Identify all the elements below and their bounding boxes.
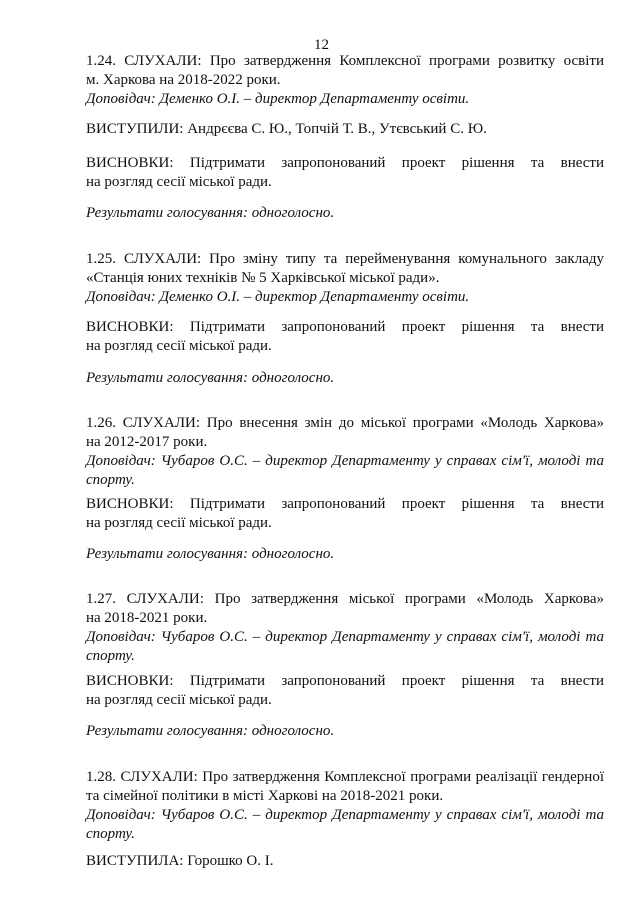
vote-result — [86, 722, 604, 741]
speaker-line: Доповідач: Деменко О.І. – директор Департаменту освіти. — [86, 289, 470, 305]
speaker-line: спорту. — [86, 648, 135, 664]
heard-line: на 2012-2017 роки. — [86, 434, 208, 450]
conclusion-line: на розгляд сесії міської ради. — [86, 515, 272, 531]
heard-line: та сімейної політики в місті Харкові на 2018-2021 роки. — [86, 788, 444, 804]
speaker-line: спорту. — [86, 826, 135, 842]
spoke-line: ВИСТУПИЛИ: Андрєєва С. Ю., Топчій Т. В., Утєвський С. Ю. — [86, 121, 487, 137]
speaker-line: Доповідач: Чубаров О.С. – директор Департаменту у справах сім'ї, молоді та — [86, 453, 604, 469]
spoke-line: ВИСТУПИЛА: Горошко О. І. — [86, 853, 274, 869]
speaker-line: Доповідач: Деменко О.І. – директор Департаменту освіти. — [86, 91, 470, 107]
heard-line: 1.25. СЛУХАЛИ: Про зміну типу та перейменування комунального закладу — [86, 251, 604, 267]
speaker-line: Доповідач: Чубаров О.С. – директор Департаменту у справах сім'ї, молоді та — [86, 807, 604, 823]
vote-line: Результати голосування: одноголосно. — [86, 546, 335, 562]
conclusion-block — [86, 318, 604, 356]
heard-line: 1.27. СЛУХАЛИ: Про затвердження міської програми «Молодь Харкова» — [86, 591, 604, 607]
speaker-line: Доповідач: Чубаров О.С. – директор Департаменту у справах сім'ї, молоді та — [86, 629, 604, 645]
conclusion-line: на розгляд сесії міської ради. — [86, 692, 272, 708]
heard-line: 1.26. СЛУХАЛИ: Про внесення змін до міської програми «Молодь Харкова» — [86, 415, 604, 431]
agenda-item-1-25 — [86, 250, 604, 307]
vote-result — [86, 545, 604, 564]
conclusion-line: на розгляд сесії міської ради. — [86, 174, 272, 190]
conclusion-line: ВИСНОВКИ: Підтримати запропонований проект рішення та внести — [86, 496, 604, 512]
heard-line: «Станція юних техніків № 5 Харківської міської ради». — [86, 270, 440, 286]
vote-result — [86, 204, 604, 223]
vote-line: Результати голосування: одноголосно. — [86, 723, 335, 739]
conclusion-line: ВИСНОВКИ: Підтримати запропонований проект рішення та внести — [86, 673, 604, 689]
vote-line: Результати голосування: одноголосно. — [86, 205, 335, 221]
conclusion-line: ВИСНОВКИ: Підтримати запропонований проект рішення та внести — [86, 319, 604, 335]
agenda-item-1-27 — [86, 590, 604, 666]
heard-line: м. Харкова на 2018-2022 роки. — [86, 72, 281, 88]
heard-line: 1.28. СЛУХАЛИ: Про затвердження Комплексної програми реалізації гендерної — [86, 769, 604, 785]
agenda-item-1-24 — [86, 52, 604, 109]
conclusion-block — [86, 154, 604, 192]
speaker-line: спорту. — [86, 472, 135, 488]
heard-line: 1.24. СЛУХАЛИ: Про затвердження Комплексної програми розвитку освіти — [86, 53, 604, 69]
heard-line: на 2018-2021 роки. — [86, 610, 208, 626]
agenda-item-1-28 — [86, 768, 604, 844]
page-number: 12 — [314, 37, 329, 53]
conclusion-block — [86, 495, 604, 533]
conclusion-line: ВИСНОВКИ: Підтримати запропонований проект рішення та внести — [86, 155, 604, 171]
agenda-item-1-26 — [86, 414, 604, 490]
spoke-block — [86, 120, 604, 139]
conclusion-line: на розгляд сесії міської ради. — [86, 338, 272, 354]
spoke-block — [86, 852, 604, 871]
vote-line: Результати голосування: одноголосно. — [86, 370, 335, 386]
conclusion-block — [86, 672, 604, 710]
vote-result — [86, 369, 604, 388]
